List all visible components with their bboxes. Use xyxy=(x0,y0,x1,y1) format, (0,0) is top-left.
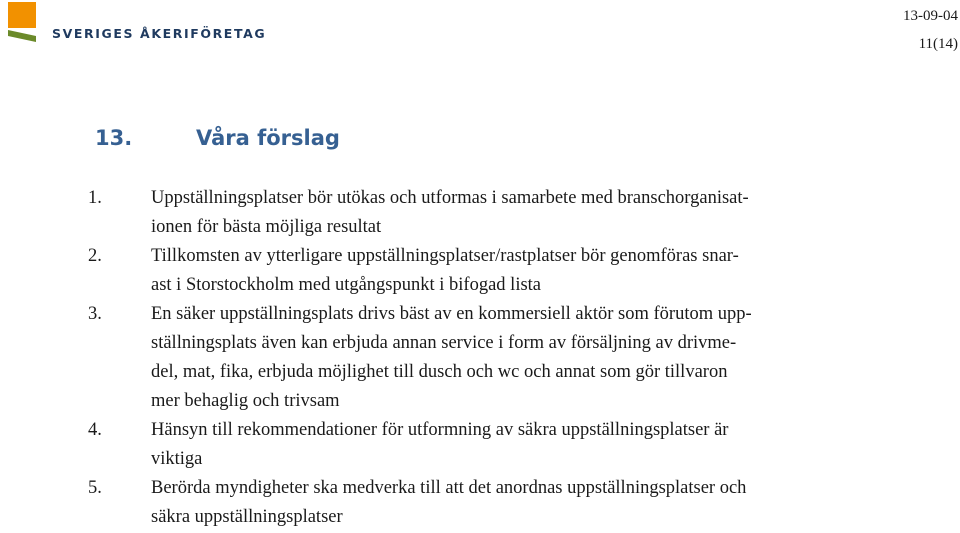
list-item-line: Hänsyn till rekommendationer för utformning av säkra uppställningsplatser är xyxy=(151,420,729,440)
list-item xyxy=(88,242,878,300)
list-item-line: mer behaglig och trivsam xyxy=(151,391,340,411)
list-item-line: viktiga xyxy=(151,449,203,469)
page-number: 11(14) xyxy=(918,36,958,52)
list-item-line: En säker uppställningsplats drivs bäst av en kommersiell aktör som förutom upp- xyxy=(151,304,752,324)
list-item-line: ionen för bästa möjliga resultat xyxy=(151,217,382,237)
list-item-line: Berörda myndigheter ska medverka till att det anordnas uppställningsplatser och xyxy=(151,478,747,498)
list-item xyxy=(88,184,878,242)
proposal-list xyxy=(88,184,878,532)
list-item xyxy=(88,416,878,474)
list-item-line: del, mat, fika, erbjuda möjlighet till dusch och wc och annat som gör tillvaron xyxy=(151,362,728,382)
list-item xyxy=(88,474,878,532)
list-item-line: säkra uppställningsplatser xyxy=(151,507,343,527)
list-item-number: 5. xyxy=(88,478,102,498)
list-item-line: ställningsplats även kan erbjuda annan service i form av försäljning av drivme- xyxy=(151,333,737,353)
list-item xyxy=(88,300,878,416)
logo-text: SVERIGES ÅKERIFÖRETAG xyxy=(52,26,267,41)
list-item-line: ast i Storstockholm med utgångspunkt i bifogad lista xyxy=(151,275,542,295)
logo-mark-icon xyxy=(8,2,36,44)
list-item-number: 4. xyxy=(88,420,102,440)
section-heading xyxy=(95,126,340,150)
list-item-number: 3. xyxy=(88,304,102,324)
list-item-line: Tillkomsten av ytterligare uppställningsplatser/rastplatser bör genomföras snar- xyxy=(151,246,739,266)
document-date: 13-09-04 xyxy=(903,8,958,24)
list-item-line: Uppställningsplatser bör utökas och utformas i samarbete med branschorganisat- xyxy=(151,188,749,208)
list-item-number: 1. xyxy=(88,188,102,208)
section-title: Våra förslag xyxy=(196,126,340,150)
section-number: 13. xyxy=(95,126,133,150)
list-item-number: 2. xyxy=(88,246,102,266)
